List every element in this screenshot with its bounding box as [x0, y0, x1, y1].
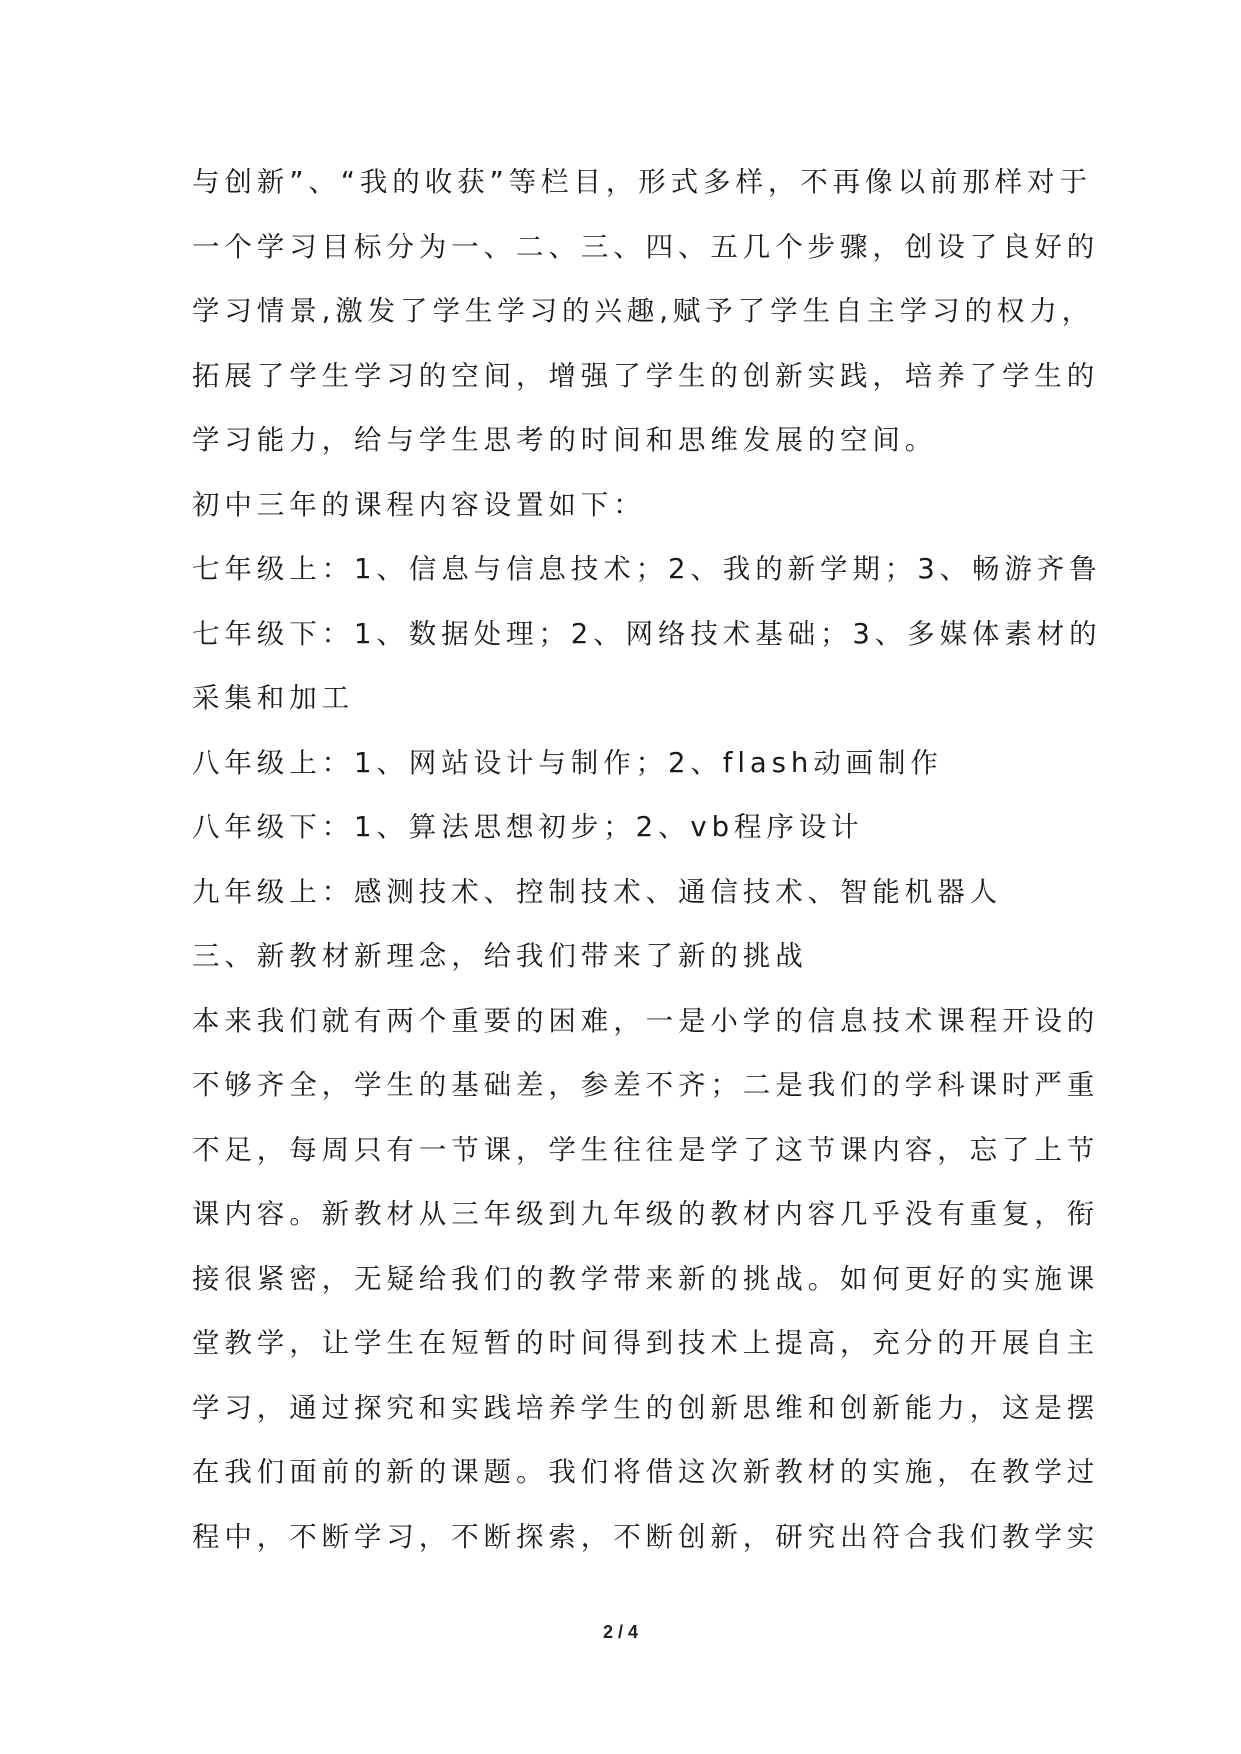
- text-line: 七年级下：1、数据处理；2、网络技术基础；3、多媒体素材的: [192, 617, 1102, 650]
- text-line: 一个学习目标分为一、二、三、四、五几个步骤，创设了良好的: [192, 230, 1100, 263]
- text-line: 本来我们就有两个重要的困难，一是小学的信息技术课程开设的: [192, 1004, 1100, 1037]
- text-line: 堂教学，让学生在短暂的时间得到技术上提高，充分的开展自主: [192, 1327, 1100, 1359]
- text-line: 学习，通过探究和实践培养学生的创新思维和创新能力，这是摆: [192, 1391, 1100, 1424]
- section-heading: 三、新教材新理念，给我们带来了新的挑战: [192, 940, 808, 972]
- text-line: 拓展了学生学习的空间，增强了学生的创新实践，培养了学生的: [192, 359, 1100, 392]
- text-line: 九年级上：感测技术、控制技术、通信技术、智能机器人: [192, 875, 1002, 908]
- text-line: 接很紧密，无疑给我们的教学带来新的挑战。如何更好的实施课: [192, 1262, 1100, 1295]
- text-line: 课内容。新教材从三年级到九年级的教材内容几乎没有重复，衔: [192, 1198, 1100, 1230]
- document-body: [192, 150, 1102, 1569]
- text-line: 学习能力，给与学生思考的时间和思维发展的空间。: [192, 424, 938, 456]
- text-line: 初中三年的课程内容设置如下：: [192, 488, 646, 521]
- text-line: 不足，每周只有一节课，学生往往是学了这节课内容，忘了上节: [192, 1133, 1100, 1166]
- text-line: 八年级下：1、算法思想初步；2、vb程序设计: [192, 811, 864, 843]
- text-line: 学习情景,激发了学生学习的兴趣,赋予了学生自主学习的权力，: [192, 295, 1095, 327]
- page-number: 2 / 4: [602, 1622, 639, 1642]
- text-line: 与创新”、“我的收获”等栏目，形式多样，不再像以前那样对于: [192, 166, 1092, 198]
- text-line: 不够齐全，学生的基础差，参差不齐；二是我们的学科课时严重: [192, 1069, 1100, 1101]
- text-line: 程中，不断学习，不断探索，不断创新，研究出符合我们教学实: [192, 1520, 1100, 1553]
- text-line: 七年级上：1、信息与信息技术；2、我的新学期；3、畅游齐鲁: [192, 553, 1102, 585]
- text-line: 八年级上：1、网站设计与制作；2、flash动画制作: [192, 746, 943, 779]
- text-line: 采集和加工: [192, 682, 354, 714]
- text-line: 在我们面前的新的课题。我们将借这次新教材的实施，在教学过: [192, 1456, 1100, 1488]
